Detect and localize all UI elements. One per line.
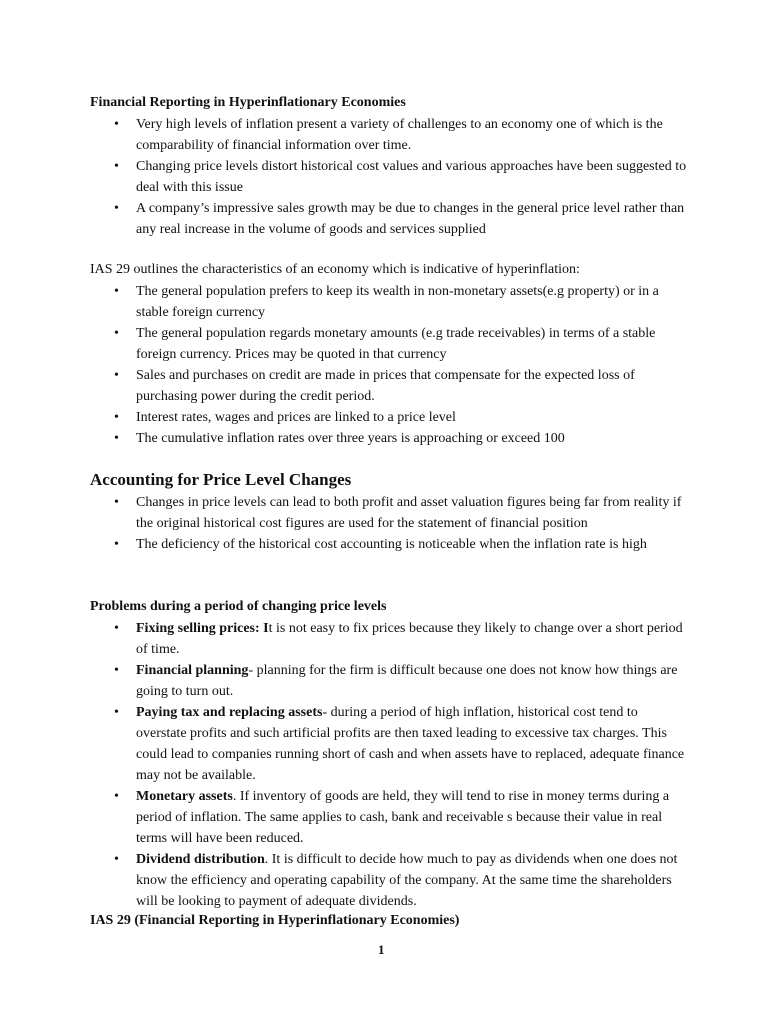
section-heading-ias29: IAS 29 (Financial Reporting in Hyperinflationary Economies) bbox=[90, 913, 460, 928]
list-item: • The cumulative inflation rates over three years is approaching or exceed 100 bbox=[90, 428, 690, 449]
bullet-icon: • bbox=[114, 117, 119, 132]
section-heading-price-level-changes: Accounting for Price Level Changes bbox=[90, 470, 352, 489]
bullet-icon: • bbox=[114, 663, 119, 678]
section-heading-financial-reporting: Financial Reporting in Hyperinflationary Economies bbox=[90, 95, 406, 110]
term-label: Monetary assets bbox=[136, 789, 233, 804]
list-item: • Monetary assets. If inventory of goods are held, they will tend to rise in money terms during a period of inflation. The same applies to cash, bank and receivable s because their value in real terms will have been reduced. bbox=[90, 786, 690, 849]
bullet-icon: • bbox=[114, 537, 119, 552]
list-item: • Interest rates, wages and prices are linked to a price level bbox=[90, 407, 690, 428]
term-label: Financial planning bbox=[136, 663, 249, 678]
list-item: • Dividend distribution. It is difficult to decide how much to pay as dividends when one does not know the efficiency and operating capability of the company. At the same time the shareholders will be looking to payment of adequate dividends. bbox=[90, 849, 690, 912]
list-item: • Changes in price levels can lead to both profit and asset valuation figures being far from reality if the original historical cost figures are used for the statement of financial position bbox=[90, 492, 690, 534]
bullet-icon: • bbox=[114, 621, 119, 636]
term-label: Paying tax and replacing assets bbox=[136, 705, 323, 720]
list-item: • Fixing selling prices: It is not easy to fix prices because they likely to change over a short period of time. bbox=[90, 618, 690, 660]
bullet-icon: • bbox=[114, 326, 119, 341]
list-item: • Financial planning- planning for the firm is difficult because one does not know how things are going to turn out. bbox=[90, 660, 690, 702]
list-item: • A company’s impressive sales growth may be due to changes in the general price level rather than any real increase in the volume of goods and services supplied bbox=[90, 198, 690, 240]
list-item: • Paying tax and replacing assets- during a period of high inflation, historical cost tend to overstate profits and such artificial profits are then taxed leading to excessive tax charges. This could lead to companies running short of cash and when assets have to replaced, adequate finance may not be available. bbox=[90, 702, 690, 786]
list-item: • Very high levels of inflation present a variety of challenges to an economy one of which is the comparability of financial information over time. bbox=[90, 114, 690, 156]
bullet-icon: • bbox=[114, 852, 119, 867]
bullet-icon: • bbox=[114, 368, 119, 383]
bullet-list-price-level-effects bbox=[90, 492, 690, 555]
term-label: Fixing selling prices: I bbox=[136, 621, 269, 636]
bullet-list-hyperinflation-characteristics bbox=[90, 281, 690, 449]
section-heading-problems: Problems during a period of changing price levels bbox=[90, 599, 387, 614]
bullet-icon: • bbox=[114, 495, 119, 510]
list-item: • The general population regards monetary amounts (e.g trade receivables) in terms of a stable foreign currency. Prices may be quoted in that currency bbox=[90, 323, 690, 365]
bullet-icon: • bbox=[114, 431, 119, 446]
bullet-icon: • bbox=[114, 789, 119, 804]
bullet-list-inflation-challenges bbox=[90, 114, 690, 240]
bullet-icon: • bbox=[114, 201, 119, 216]
list-item: • Changing price levels distort historical cost values and various approaches have been suggested to deal with this issue bbox=[90, 156, 690, 198]
list-item: • Sales and purchases on credit are made in prices that compensate for the expected loss of purchasing power during the credit period. bbox=[90, 365, 690, 407]
list-item: • The deficiency of the historical cost accounting is noticeable when the inflation rate is high bbox=[90, 534, 690, 555]
bullet-list-problems bbox=[90, 618, 690, 912]
bullet-icon: • bbox=[114, 705, 119, 720]
ias29-intro-paragraph: IAS 29 outlines the characteristics of an economy which is indicative of hyperinflation: bbox=[90, 262, 580, 277]
term-label: Dividend distribution bbox=[136, 852, 265, 867]
list-item: • The general population prefers to keep its wealth in non-monetary assets(e.g property) or in a stable foreign currency bbox=[90, 281, 690, 323]
bullet-icon: • bbox=[114, 284, 119, 299]
page-number: 1 bbox=[378, 942, 385, 957]
bullet-icon: • bbox=[114, 159, 119, 174]
bullet-icon: • bbox=[114, 410, 119, 425]
